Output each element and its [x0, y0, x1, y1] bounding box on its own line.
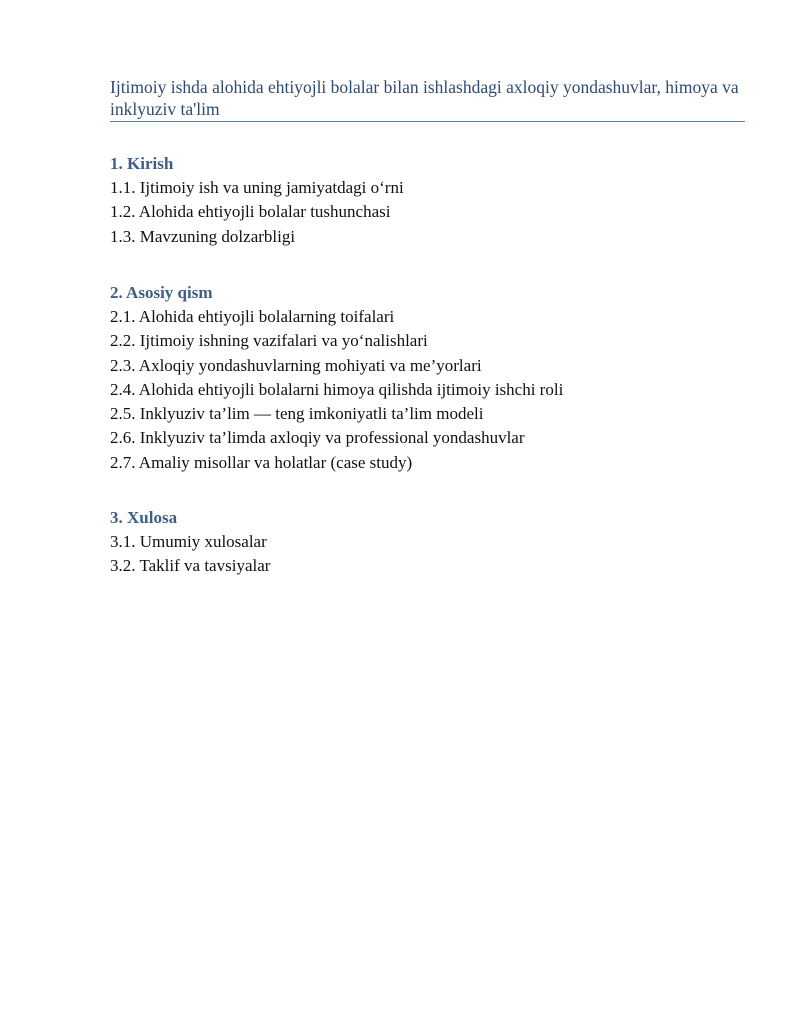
toc-item: 2.4. Alohida ehtiyojli bolalarni himoya qilishda ijtimoiy ishchi roli — [110, 379, 564, 399]
toc-item: 2.7. Amaliy misollar va holatlar (case study) — [110, 452, 413, 472]
title-block — [110, 76, 745, 120]
section-kirish — [110, 152, 730, 249]
section-xulosa — [110, 506, 730, 579]
toc-item: 1.1. Ijtimoiy ish va uning jamiyatdagi o‘rni — [110, 178, 404, 197]
section-heading: 3. Xulosa — [110, 508, 178, 527]
toc-item: 3.1. Umumiy xulosalar — [110, 532, 267, 551]
section-asosiy-qism — [110, 281, 730, 475]
toc-item: 3.2. Taklif va tavsiyalar — [110, 556, 271, 576]
toc-item: 2.5. Inklyuziv ta’lim — teng imkoniyatli ta’lim modeli — [110, 404, 484, 424]
section-heading: 1. Kirish — [110, 154, 174, 173]
title-underline — [110, 121, 745, 122]
toc-item: 2.6. Inklyuziv ta’limda axloqiy va professional yondashuvlar — [110, 428, 525, 448]
toc-item: 2.2. Ijtimoiy ishning vazifalari va yo‘nalishlari — [110, 331, 428, 351]
toc-item: 1.2. Alohida ehtiyojli bolalar tushunchasi — [110, 202, 391, 222]
toc-item: 1.3. Mavzuning dolzarbligi — [110, 226, 296, 246]
toc-item: 2.1. Alohida ehtiyojli bolalarning toifalari — [110, 307, 395, 326]
toc-item: 2.3. Axloqiy yondashuvlarning mohiyati va me’yorlari — [110, 355, 482, 375]
document-title: Ijtimoiy ishda alohida ehtiyojli bolalar bilan ishlashdagi axloqiy yondashuvlar, himoya va inklyuziv ta'lim — [110, 77, 739, 119]
section-heading: 2. Asosiy qism — [110, 283, 213, 302]
